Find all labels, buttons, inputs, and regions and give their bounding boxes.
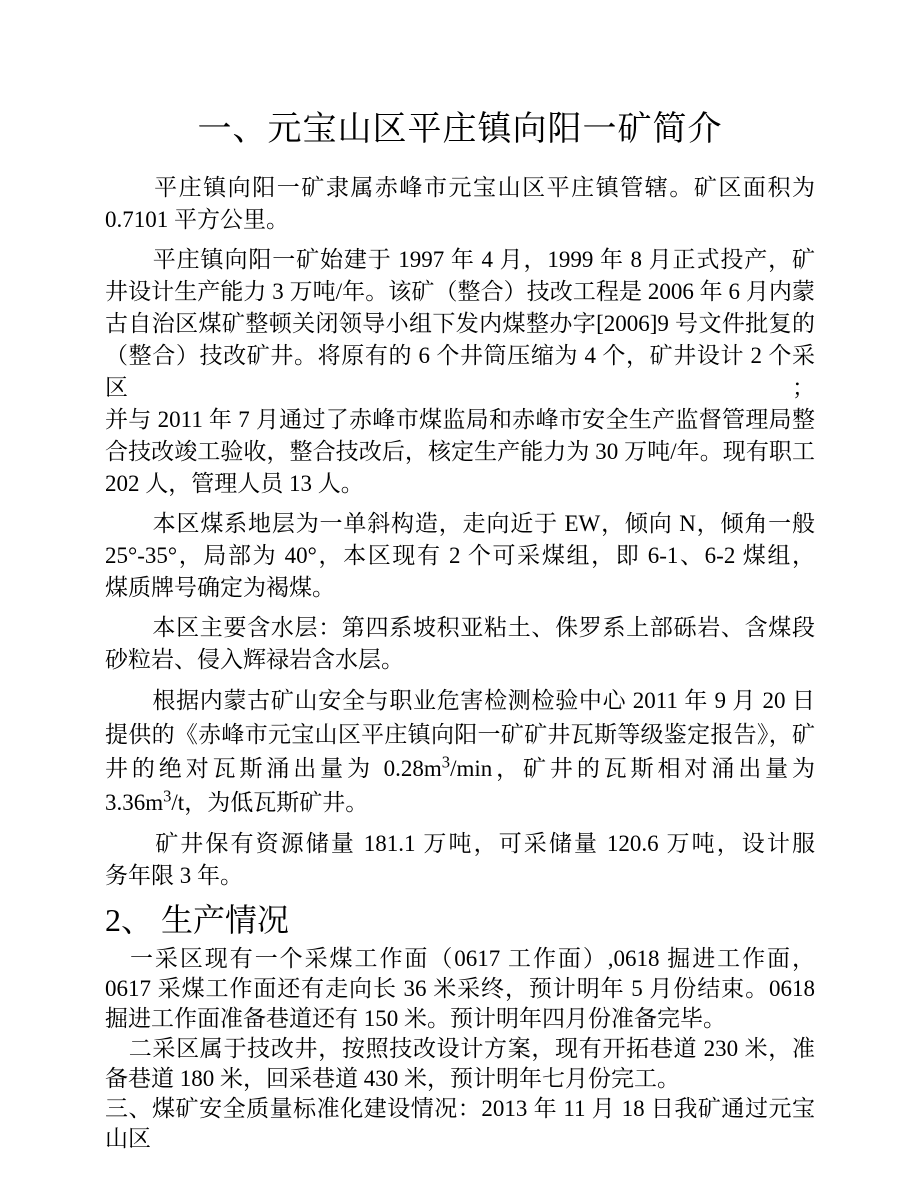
paragraph [105, 1094, 815, 1154]
section-heading: 2、 生产情况 [105, 902, 290, 938]
text-line: 202 人，管理人员 13 人。 [105, 471, 364, 496]
text-line: 0.7101 平方公里。 [105, 207, 289, 232]
text-line: $3.36m^3/t$，为低瓦斯矿井。 [105, 786, 369, 815]
text-line: 本区主要含水层：第四系坡积亚粘土、侏罗系上部砾岩、含煤段 [105, 615, 815, 640]
paragraph [105, 612, 815, 676]
text-line: 井设计生产能力 3 万吨/年。该矿（整合）技改工程是 2006 年 6 月内蒙 [105, 279, 815, 304]
text-line: 本区煤系地层为一单斜构造，走向近于 EW，倾向 N，倾角一般 [105, 511, 815, 536]
text-line: 务年限 3 年。 [105, 863, 243, 888]
text-line: 平庄镇向阳一矿隶属赤峰市元宝山区平庄镇管辖。矿区面积为 [105, 175, 815, 200]
text-line: 山区 [105, 1126, 151, 1151]
paragraph [105, 944, 815, 1034]
text-line: （整合）技改矿井。将原有的 6 个井筒压缩为 4 个，矿井设计 2 个采区； [105, 343, 815, 400]
text-line: 根据内蒙古矿山安全与职业危害检测检验中心 2011 年 9 月 20 日 [105, 688, 815, 713]
text-line: 备巷道 180 米，回采巷道 430 米，预计明年七月份完工。 [105, 1066, 680, 1091]
paragraph [105, 1034, 815, 1094]
text-line: 平庄镇向阳一矿始建于 1997 年 4 月，1999 年 8 月正式投产，矿 [105, 247, 815, 272]
paragraph [105, 172, 815, 236]
text-line: 砂粒岩、侵入辉禄岩含水层。 [105, 647, 404, 672]
text-line: 井的绝对瓦斯涌出量为 $0.28m^3/\min$，矿井的瓦斯相对涌出量为 [105, 752, 816, 781]
paragraph [105, 828, 815, 892]
text-line: 掘进工作面准备巷道还有 150 米。预计明年四月份准备完毕。 [105, 1006, 726, 1031]
paragraph [105, 508, 815, 604]
text-line: 二采区属于技改井，按照技改设计方案，现有开拓巷道 230 米，准 [105, 1036, 815, 1061]
text-line: 并与 2011 年 7 月通过了赤峰市煤监局和赤峰市安全生产监督管理局整 [105, 407, 815, 432]
text-line: 0617 采煤工作面还有走向长 36 米采终，预计明年 5 月份结束。0618 [105, 976, 815, 1001]
text-line: 一采区现有一个采煤工作面（0617 工作面）,0618 掘进工作面， [105, 946, 815, 971]
document-title: 一、元宝山区平庄镇向阳一矿简介 [197, 111, 723, 148]
document-content [105, 108, 815, 1154]
text-line: 古自治区煤矿整顿关闭领导小组下发内煤整办字[2006]9 号文件批复的 [105, 311, 815, 336]
text-line: 三、煤矿安全质量标准化建设情况：2013 年 11 月 18 日我矿通过元宝 [105, 1096, 815, 1121]
text-line: 煤质牌号确定为褐煤。 [105, 575, 335, 600]
paragraph [105, 244, 815, 500]
text-line: 提供的《赤峰市元宝山区平庄镇向阳一矿矿井瓦斯等级鉴定报告》，矿 [105, 722, 815, 747]
text-line: 矿井保有资源储量 181.1 万吨，可采储量 120.6 万吨，设计服 [105, 831, 815, 856]
text-line: 25°-35°，局部为 40°，本区现有 2 个可采煤组，即 6-1、6-2 煤组， [105, 543, 815, 568]
paragraph [105, 684, 815, 820]
text-line: 合技改竣工验收，整合技改后，核定生产能力为 30 万吨/年。现有职工 [105, 439, 815, 464]
